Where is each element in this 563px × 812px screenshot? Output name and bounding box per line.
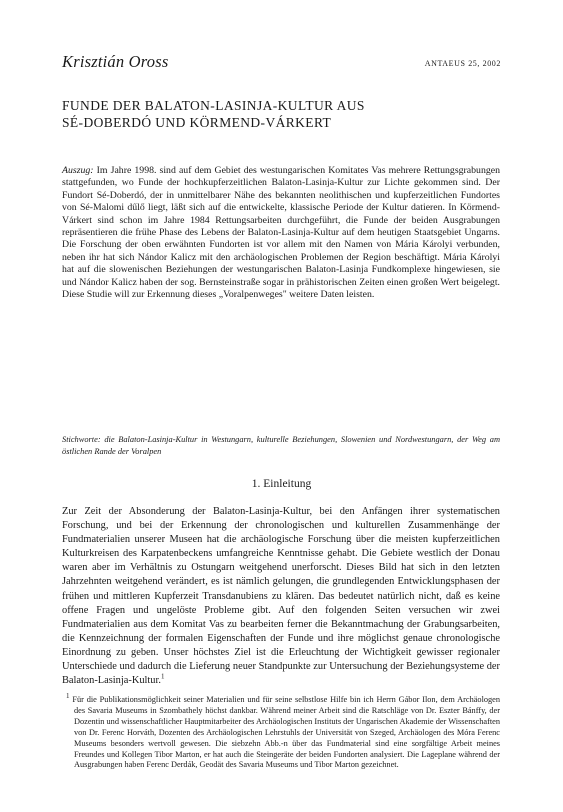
footnote — [62, 692, 500, 771]
author-name: Krisztián Oross — [62, 52, 169, 71]
section-number: 1. — [251, 478, 261, 490]
footnote-reference: 1 — [160, 672, 165, 681]
section-title: Einleitung — [263, 478, 312, 490]
abstract — [62, 165, 500, 301]
section-heading — [0, 478, 563, 490]
title-line-2: SÉ-DOBERDÓ UND KÖRMEND-VÁRKERT — [62, 115, 332, 130]
abstract-label: Auszug: — [62, 165, 94, 176]
running-header — [62, 52, 501, 74]
body-paragraph — [62, 505, 500, 688]
title-line-1: FUNDE DER BALATON-LASINJA-KULTUR AUS — [62, 98, 365, 113]
body-paragraph-text: Zur Zeit der Absonderung der Balaton-Lasinja-Kultur, bei den Anfängen ihrer systematischen Forschung, und bei der Erkennung der chronologischen und kulturellen Zusammenhänge der Fundmaterialien unserer Museen hat die archäologische Forschung über die meisten kupferzeitlichen Kulturkreisen des Karpatenbeckens umfangreiche Kenntnisse gehabt. Die Gebiete westlich der Donau waren aber im Verhältnis zu Ostungarn weitgehend unerforscht. Dieses Bild hat sich in den letzten Jahrzehnten weitgehend verändert, es ist nämlich gelungen, die grundlegenden Entwicklungsphasen der frühen und mittleren Kupferzeit Transdanubiens zu klären. Das bedeutet natürlich nicht, daß es keine offene Fragen und ungelöste Probleme gibt. Auf den folgenden Seiten versuchen wir zwei Fundmaterialien aus dem Komitat Vas zu bearbeiten ferner die Bekanntmachung der Grabungsarbeiten, die Kennzeichnung der formalen Eigenschaften der Funde und ihre möglichst genaue chronologische Einordnung zu geben. Unser höchstes Ziel ist die Erleuchtung der Wichtigkeit gewisser regionaler Unterschiede und dadurch die Lieferung neuer Standpunkte zur Untersuchung der Beziehungsysteme der Balaton-Lasinja-Kultur. — [62, 506, 500, 687]
abstract-text: Im Jahre 1998. sind auf dem Gebiet des westungarischen Komitates Vas mehrere Rettungsgrabungen stattgefunden, wo Funde der hochkupferzeitlichen Balaton-Lasinja-Kultur zur Lichte gekommen sind. Der Fundort Sé-Doberdó, der in unmittelbarer Nähe des bekannten neolithischen und kupferzeitlichen Fundortes von Sé-Malomi dűlő liegt, läßt sich auf die entwickelte, klassische Periode der Kultur datieren. In Körmend-Várkert sind schon im Jahre 1984 Rettungsarbeiten durchgeführt, die Funde der beiden Ausgrabungen repräsentieren die frühe Phase des Lebens der Balaton-Lasinja-Kultur auf dem heutigen Staatsgebiet Ungarns. Die Forschung der oben erwähnten Fundorten ist vor allem mit den Namen von Mária Károlyi verbunden, neben ihr hat sich Nándor Kalicz mit den archäologischen Problemen der Region beschäftigt. Mária Károlyi hat auf die slowenischen Beziehungen der westungarischen Balaton-Lasinja Fundkomplexe hingewiesen, sie und Nándor Kalicz haben der sog. Bernsteinstraße sogar in prähistorischen Zeiten einen großen Wert beigelegt. Diese Studie will zur Erkennung dieses „Voralpenweges" weitere Daten leisten. — [62, 165, 500, 301]
keywords: Stichworte: die Balaton-Lasinja-Kultur in Westungarn, kulturelle Beziehungen, Slowenien und Nordwestungarn, der Weg am östlichen Rande der Voralpen — [62, 435, 500, 456]
footnote-text: Für die Publikationsmöglichkeit seiner Materialien und für seine selbstlose Hilfe bin ich Herrn Gábor Ilon, dem Archäologen des Savaria Museums in Szombathely höchst dankbar. Während meiner Arbeit sind die Ratschläge von Dr. Eszter Bánffy, der Dozentin und wissenschaftlicher Hauptmitarbeiter des Archäologischen Instituts der Ungarischen Akademie der Wissenschaften von Dr. Ferenc Horváth, Dozenten des Archäologischen Lehrstuhls der Universität von Szeged, Archäologen des Móra Ferenc Museums besonders wertvoll gewesen. Die siebzehn Abb.-n über das Fundmaterial sind eine sorgfältige Arbeit meines Freundes und Kollegen Tibor Marton, er hat auch die Steingeräte der beiden Fundorten analysiert. Die Lageplane während der Ausgrabungen haben Ferenc Derdák, Geodät des Savaria Museums und Tibor Marton gezeichnet. — [72, 695, 500, 770]
journal-citation: ANTAEUS 25, 2002 — [424, 59, 501, 68]
footnote-marker: 1 — [66, 692, 70, 701]
footnote-entry — [62, 692, 500, 771]
article-title — [62, 97, 500, 131]
